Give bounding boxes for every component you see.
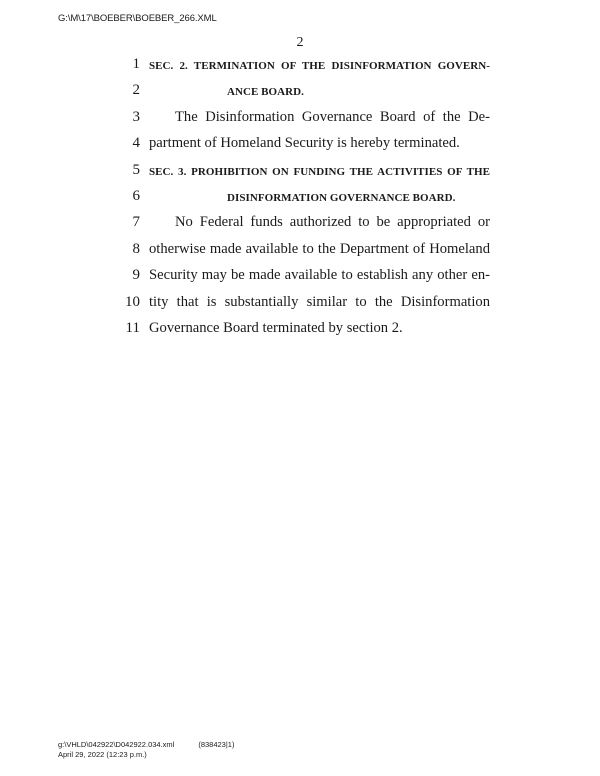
footer-file-line (58, 740, 234, 750)
section-2-heading: SEC. 2. TERMINATION OF THE DISINFORMATION GOVERN- (149, 60, 490, 72)
section-3-heading: SEC. 3. PROHIBITION ON FUNDING THE ACTIVITIES OF THE (149, 166, 490, 178)
line-number: 8 (132, 241, 140, 257)
body-line: tity that is substantially similar to the Disinformation (149, 294, 490, 310)
footer-job-id: (838423|1) (198, 740, 235, 749)
line-number: 9 (132, 267, 140, 283)
section-3-heading-cont: DISINFORMATION GOVERNANCE BOARD. (227, 192, 456, 204)
footer-file: g:\VHLD\042922\D042922.034.xml (58, 740, 175, 749)
line-number: 10 (125, 294, 140, 310)
footer-date: April 29, 2022 (12:23 p.m.) (58, 750, 147, 759)
body-line: No Federal funds authorized to be appropriated or (175, 214, 490, 230)
line-number: 4 (132, 135, 140, 151)
footer (58, 740, 234, 760)
line-number: 5 (132, 162, 140, 178)
file-path: G:\M\17\BOEBER\BOEBER_266.XML (58, 13, 217, 24)
body-line: Security may be made available to establish any other en- (149, 267, 490, 283)
line-number: 7 (132, 214, 140, 230)
line-number: 11 (125, 320, 140, 336)
page-number: 2 (296, 35, 304, 50)
line-number: 1 (132, 56, 140, 72)
line-number: 2 (132, 82, 140, 98)
body-line: otherwise made available to the Department of Homeland (149, 241, 490, 257)
section-2-heading-cont: ANCE BOARD. (227, 86, 304, 98)
line-number: 3 (132, 109, 140, 125)
body-line: partment of Homeland Security is hereby terminated. (149, 135, 460, 151)
line-number: 6 (132, 188, 140, 204)
body-line: Governance Board terminated by section 2. (149, 320, 403, 336)
body-line: The Disinformation Governance Board of the De- (175, 109, 490, 125)
